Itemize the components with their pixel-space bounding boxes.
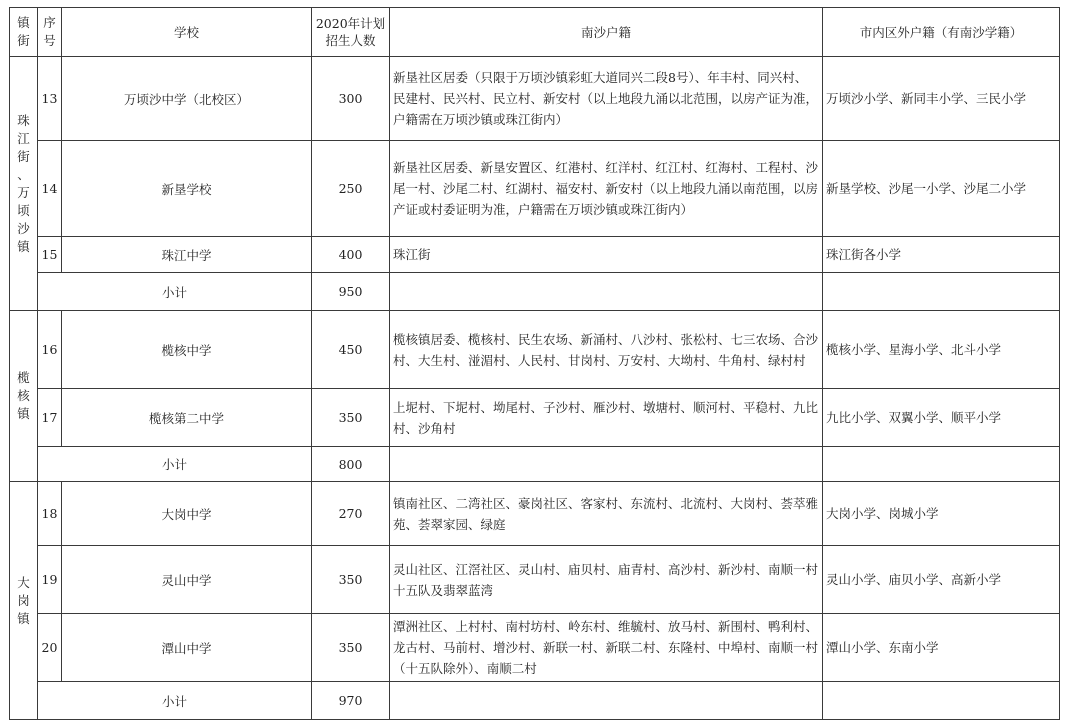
- table-row: [10, 389, 1060, 447]
- empty-cell: [390, 273, 823, 311]
- subtotal-row: [10, 273, 1060, 311]
- nansha-cell: 新垦社区居委、新垦安置区、红港村、红洋村、红江村、红海村、工程村、沙尾一村、沙尾二村、红湖村、福安村、新安村（以上地段九涌以南范围，以房产证或村委证明为准，户籍需在万顷沙镇或珠江街内）: [390, 141, 823, 237]
- subtotal-value: 800: [312, 447, 390, 482]
- seq-cell: 19: [38, 546, 62, 614]
- table-row: [10, 614, 1060, 682]
- subtotal-value: 950: [312, 273, 390, 311]
- outside-cell: 大岗小学、岗城小学: [823, 482, 1060, 546]
- school-cell: 榄核中学: [62, 311, 312, 389]
- seq-cell: 15: [38, 237, 62, 273]
- outside-cell: 九比小学、双翼小学、顺平小学: [823, 389, 1060, 447]
- school-cell: 榄核第二中学: [62, 389, 312, 447]
- enrollment-table: [9, 7, 1060, 720]
- header-nansha: 南沙户籍: [390, 8, 823, 57]
- table-row: [10, 482, 1060, 546]
- header-school: 学校: [62, 8, 312, 57]
- header-outside: 市内区外户籍（有南沙学籍）: [823, 8, 1060, 57]
- town-cell-zhujiang: 珠 江 街 、 万 顷 沙 镇: [10, 57, 38, 311]
- empty-cell: [823, 447, 1060, 482]
- header-plan: 2020年计划 招生人数: [312, 8, 390, 57]
- school-cell: 珠江中学: [62, 237, 312, 273]
- plan-cell: 270: [312, 482, 390, 546]
- seq-cell: 17: [38, 389, 62, 447]
- town-cell-dagang: 大 岗 镇: [10, 482, 38, 720]
- empty-cell: [390, 447, 823, 482]
- subtotal-label: 小计: [38, 447, 312, 482]
- town-cell-lanhe: 榄 核 镇: [10, 311, 38, 482]
- table-row: [10, 311, 1060, 389]
- outside-cell: 灵山小学、庙贝小学、高新小学: [823, 546, 1060, 614]
- plan-cell: 450: [312, 311, 390, 389]
- school-cell: 潭山中学: [62, 614, 312, 682]
- subtotal-row: [10, 682, 1060, 720]
- seq-cell: 14: [38, 141, 62, 237]
- nansha-cell: 榄核镇居委、榄核村、民生农场、新涌村、八沙村、张松村、七三农场、合沙村、大生村、湴湄村、人民村、甘岗村、万安村、大坳村、牛角村、绿村村: [390, 311, 823, 389]
- table-row: [10, 546, 1060, 614]
- empty-cell: [390, 682, 823, 720]
- subtotal-label: 小计: [38, 682, 312, 720]
- outside-cell: 新垦学校、沙尾一小学、沙尾二小学: [823, 141, 1060, 237]
- nansha-cell: 镇南社区、二湾社区、豪岗社区、客家村、东流村、北流村、大岗村、荟萃雅苑、荟翠家园、绿庭: [390, 482, 823, 546]
- header-seq: 序 号: [38, 8, 62, 57]
- nansha-cell: 新垦社区居委（只限于万顷沙镇彩虹大道同兴二段8号）、年丰村、同兴村、民建村、民兴村、民立村、新安村（以上地段九涌以北范围，以房产证为准，户籍需在万顷沙镇或珠江街内）: [390, 57, 823, 141]
- plan-cell: 250: [312, 141, 390, 237]
- nansha-cell: 潭洲社区、上村村、南村坊村、岭东村、维毓村、放马村、新围村、鸭利村、龙古村、马前村、增沙村、新联一村、新联二村、东隆村、中埠村、南顺一村（十五队除外）、南顺二村: [390, 614, 823, 682]
- plan-cell: 400: [312, 237, 390, 273]
- seq-cell: 20: [38, 614, 62, 682]
- school-cell: 灵山中学: [62, 546, 312, 614]
- school-cell: 大岗中学: [62, 482, 312, 546]
- table-row: [10, 237, 1060, 273]
- plan-cell: 300: [312, 57, 390, 141]
- empty-cell: [823, 682, 1060, 720]
- nansha-cell: 灵山社区、江滘社区、灵山村、庙贝村、庙青村、高沙村、新沙村、南顺一村十五队及翡翠蓝湾: [390, 546, 823, 614]
- subtotal-row: [10, 447, 1060, 482]
- outside-cell: 潭山小学、东南小学: [823, 614, 1060, 682]
- seq-cell: 18: [38, 482, 62, 546]
- school-cell: 新垦学校: [62, 141, 312, 237]
- nansha-cell: 上坭村、下坭村、坳尾村、子沙村、雁沙村、墩塘村、顺河村、平稳村、九比村、沙角村: [390, 389, 823, 447]
- header-row: [10, 8, 1060, 57]
- empty-cell: [823, 273, 1060, 311]
- seq-cell: 16: [38, 311, 62, 389]
- outside-cell: 万顷沙小学、新同丰小学、三民小学: [823, 57, 1060, 141]
- outside-cell: 榄核小学、星海小学、北斗小学: [823, 311, 1060, 389]
- subtotal-label: 小计: [38, 273, 312, 311]
- plan-cell: 350: [312, 614, 390, 682]
- school-cell: 万顷沙中学（北校区）: [62, 57, 312, 141]
- table-row: [10, 57, 1060, 141]
- table-row: [10, 141, 1060, 237]
- seq-cell: 13: [38, 57, 62, 141]
- plan-cell: 350: [312, 546, 390, 614]
- nansha-cell: 珠江街: [390, 237, 823, 273]
- header-town: 镇 街: [10, 8, 38, 57]
- outside-cell: 珠江街各小学: [823, 237, 1060, 273]
- plan-cell: 350: [312, 389, 390, 447]
- subtotal-value: 970: [312, 682, 390, 720]
